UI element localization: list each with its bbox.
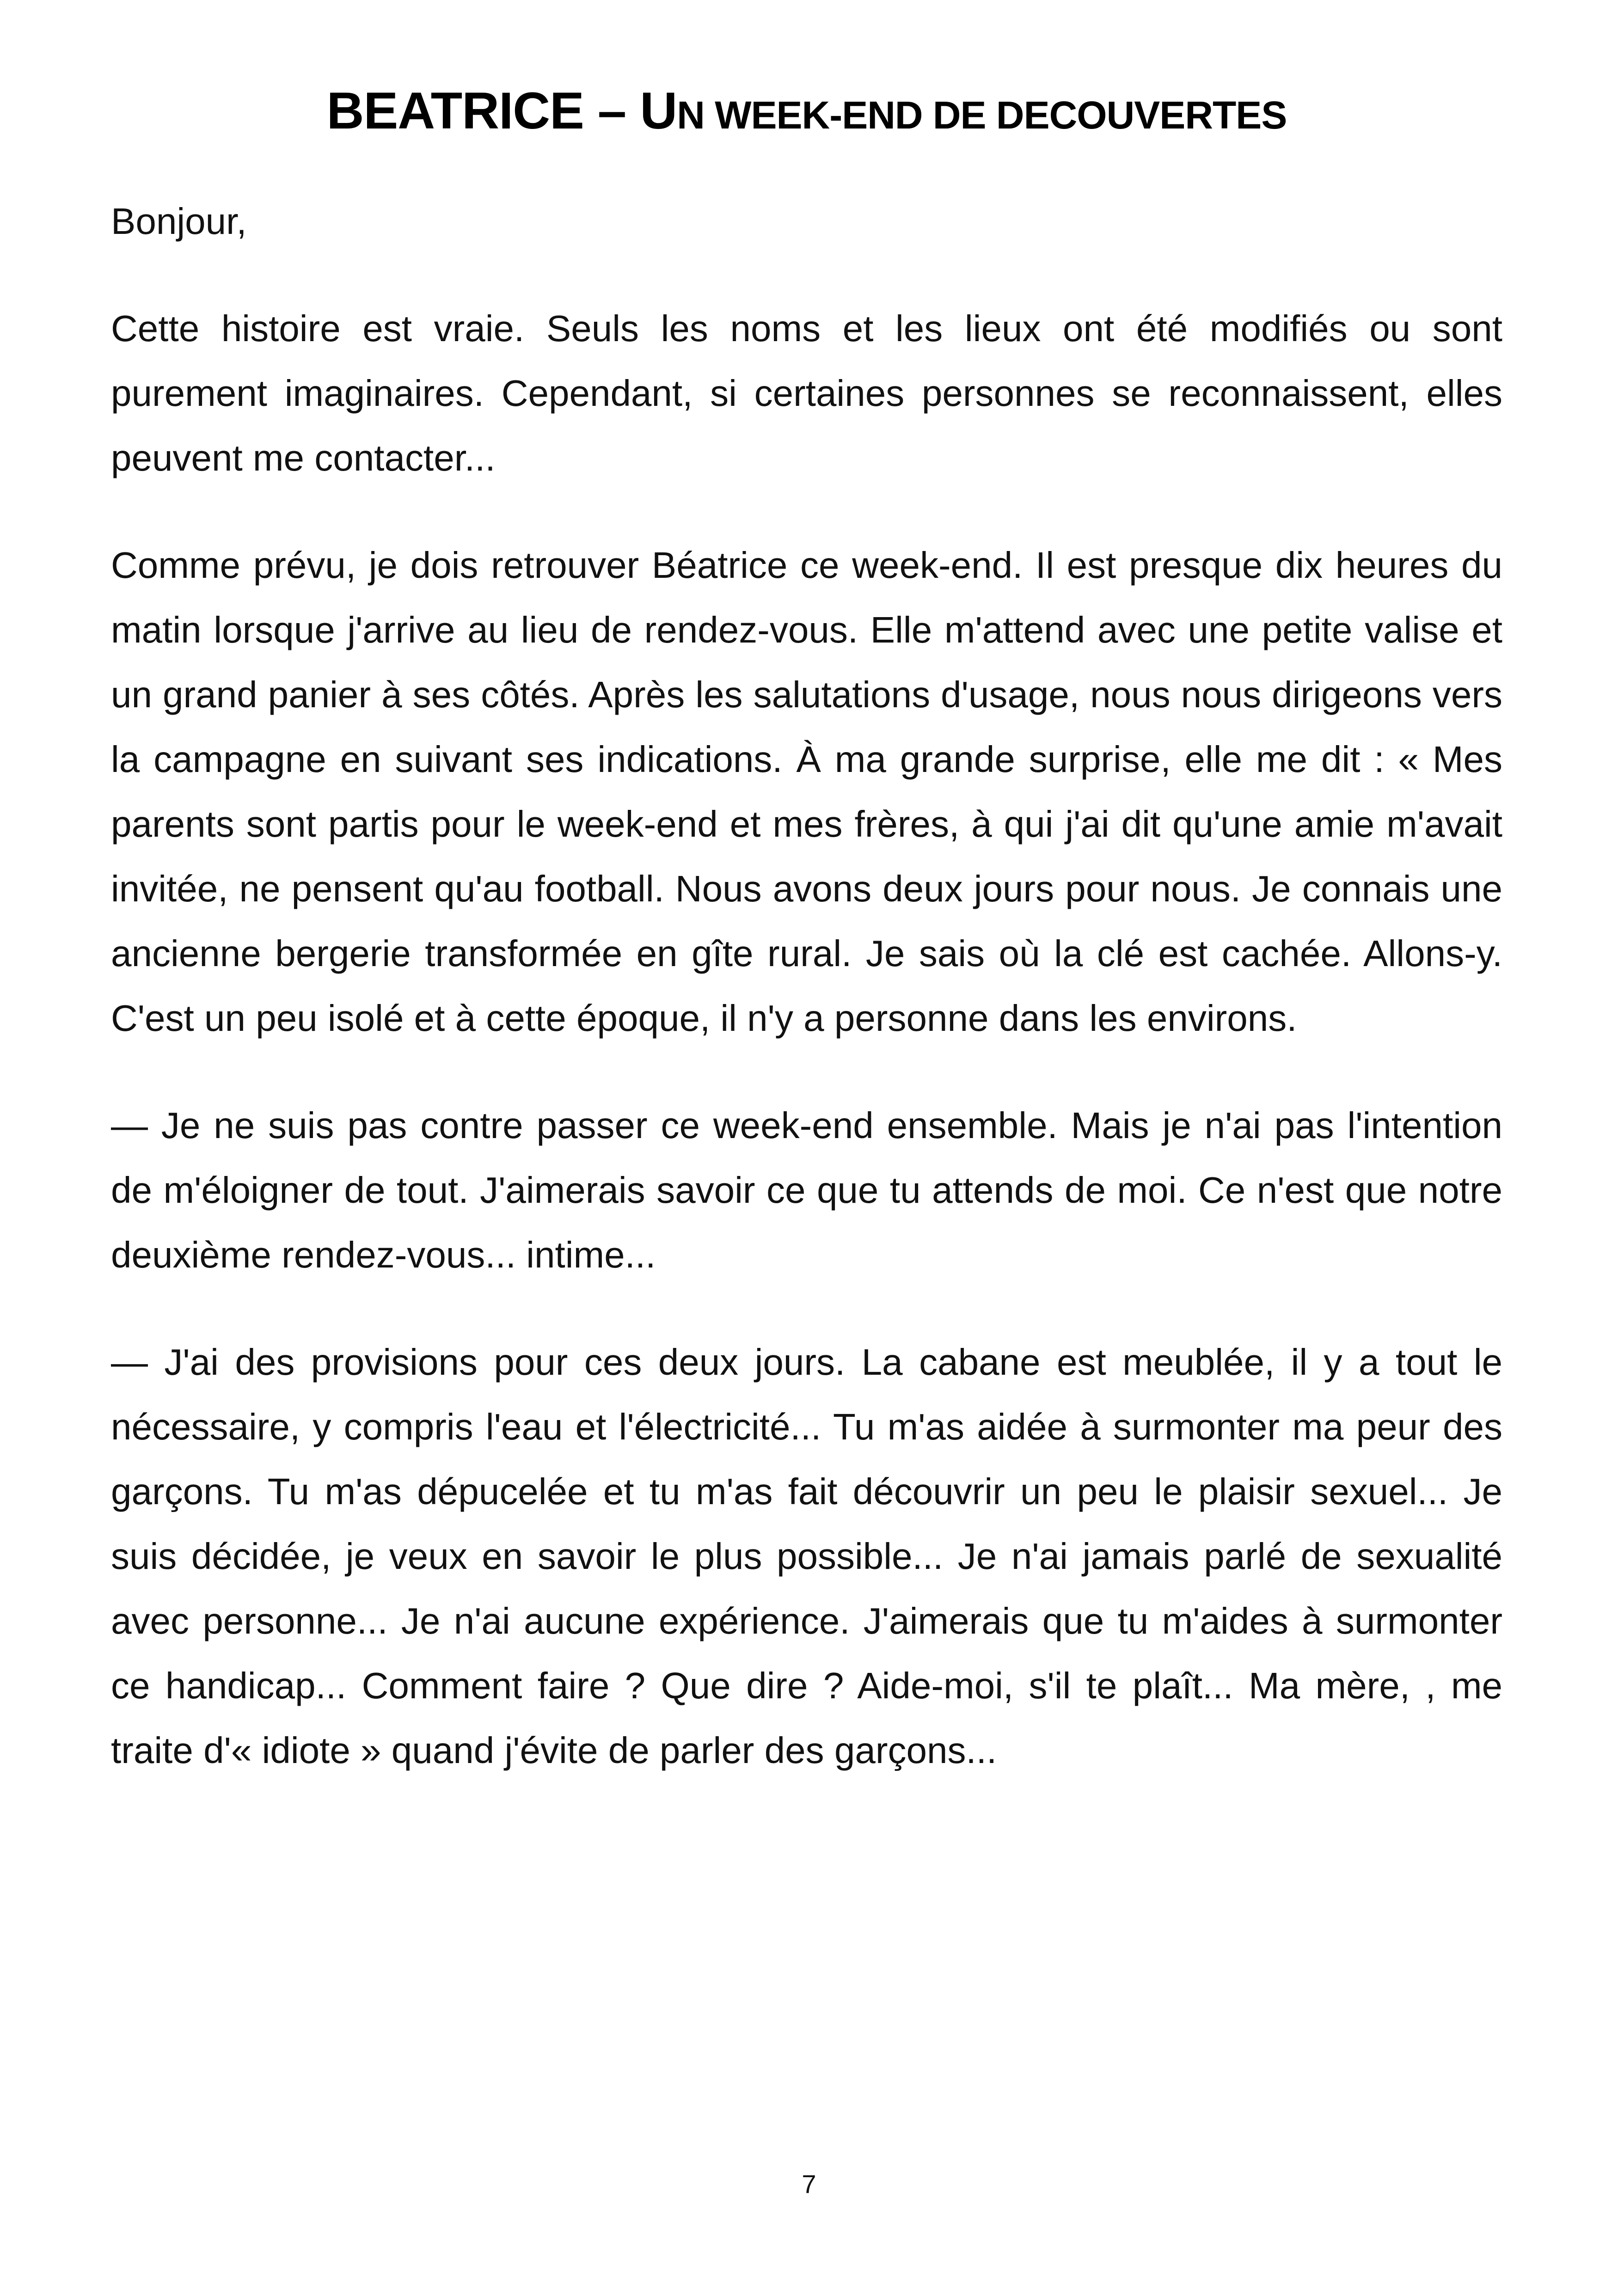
title-subtitle-rest: N WEEK-END DE DECOUVERTES — [677, 93, 1287, 137]
paragraph-narrative: Comme prévu, je dois retrouver Béatrice ce week-end. Il est presque dix heures du matin lorsque j'arrive au lieu de rendez-vous. Elle m'attend avec une petite valise et un grand panier à ses côtés. Après les salutations d'usage, nous nous dirigeons vers la campagne en suivant ses indications. À ma grande surprise, elle me dit : « Mes parents sont partis pour le week-end et mes frères, à qui j'ai dit qu'une amie m'avait invitée, ne pensent qu'au football. Nous avons deux jours pour nous. Je connais une ancienne bergerie transformée en gîte rural. Je sais où la clé est cachée. Allons-y. C'est un peu isolé et à cette époque, il n'y a personne dans les environs. — [111, 545, 1502, 1039]
title-main: BEATRICE – — [326, 82, 640, 140]
paragraph-dialogue-1: — Je ne suis pas contre passer ce week-end ensemble. Mais je n'ai pas l'intention de m'éloigner de tout. J'aimerais savoir ce que tu attends de moi. Ce n'est que notre deuxième rendez-vous... intime... — [111, 1105, 1502, 1275]
title-subtitle-initial: U — [640, 82, 677, 140]
salutation: Bonjour, — [111, 201, 247, 242]
page-number: 7 — [802, 2169, 816, 2198]
title-subtitle — [640, 82, 1287, 140]
document-page — [111, 79, 1502, 1825]
page-title — [111, 79, 1502, 147]
paragraph-intro: Cette histoire est vraie. Seuls les noms et les lieux ont été modifiés ou sont purement imaginaires. Cependant, si certaines personnes se reconnaissent, elles peuvent me contacter... — [111, 308, 1502, 478]
paragraph-dialogue-2: — J'ai des provisions pour ces deux jours. La cabane est meublée, il y a tout le nécessaire, y compris l'eau et l'électricité... Tu m'as aidée à surmonter ma peur des garçons. Tu m'as dépucelée et tu m'as fait découvrir un peu le plaisir sexuel... Je suis décidée, je veux en savoir le plus possible... Je n'ai jamais parlé de sexualité avec personne... Je n'ai aucune expérience. J'aimerais que tu m'aides à surmonter ce handicap... Comment faire ? Que dire ? Aide-moi, s'il te plaît... Ma mère, , me traite d'« idiote » quand j'évite de parler des garçons... — [111, 1341, 1502, 1771]
